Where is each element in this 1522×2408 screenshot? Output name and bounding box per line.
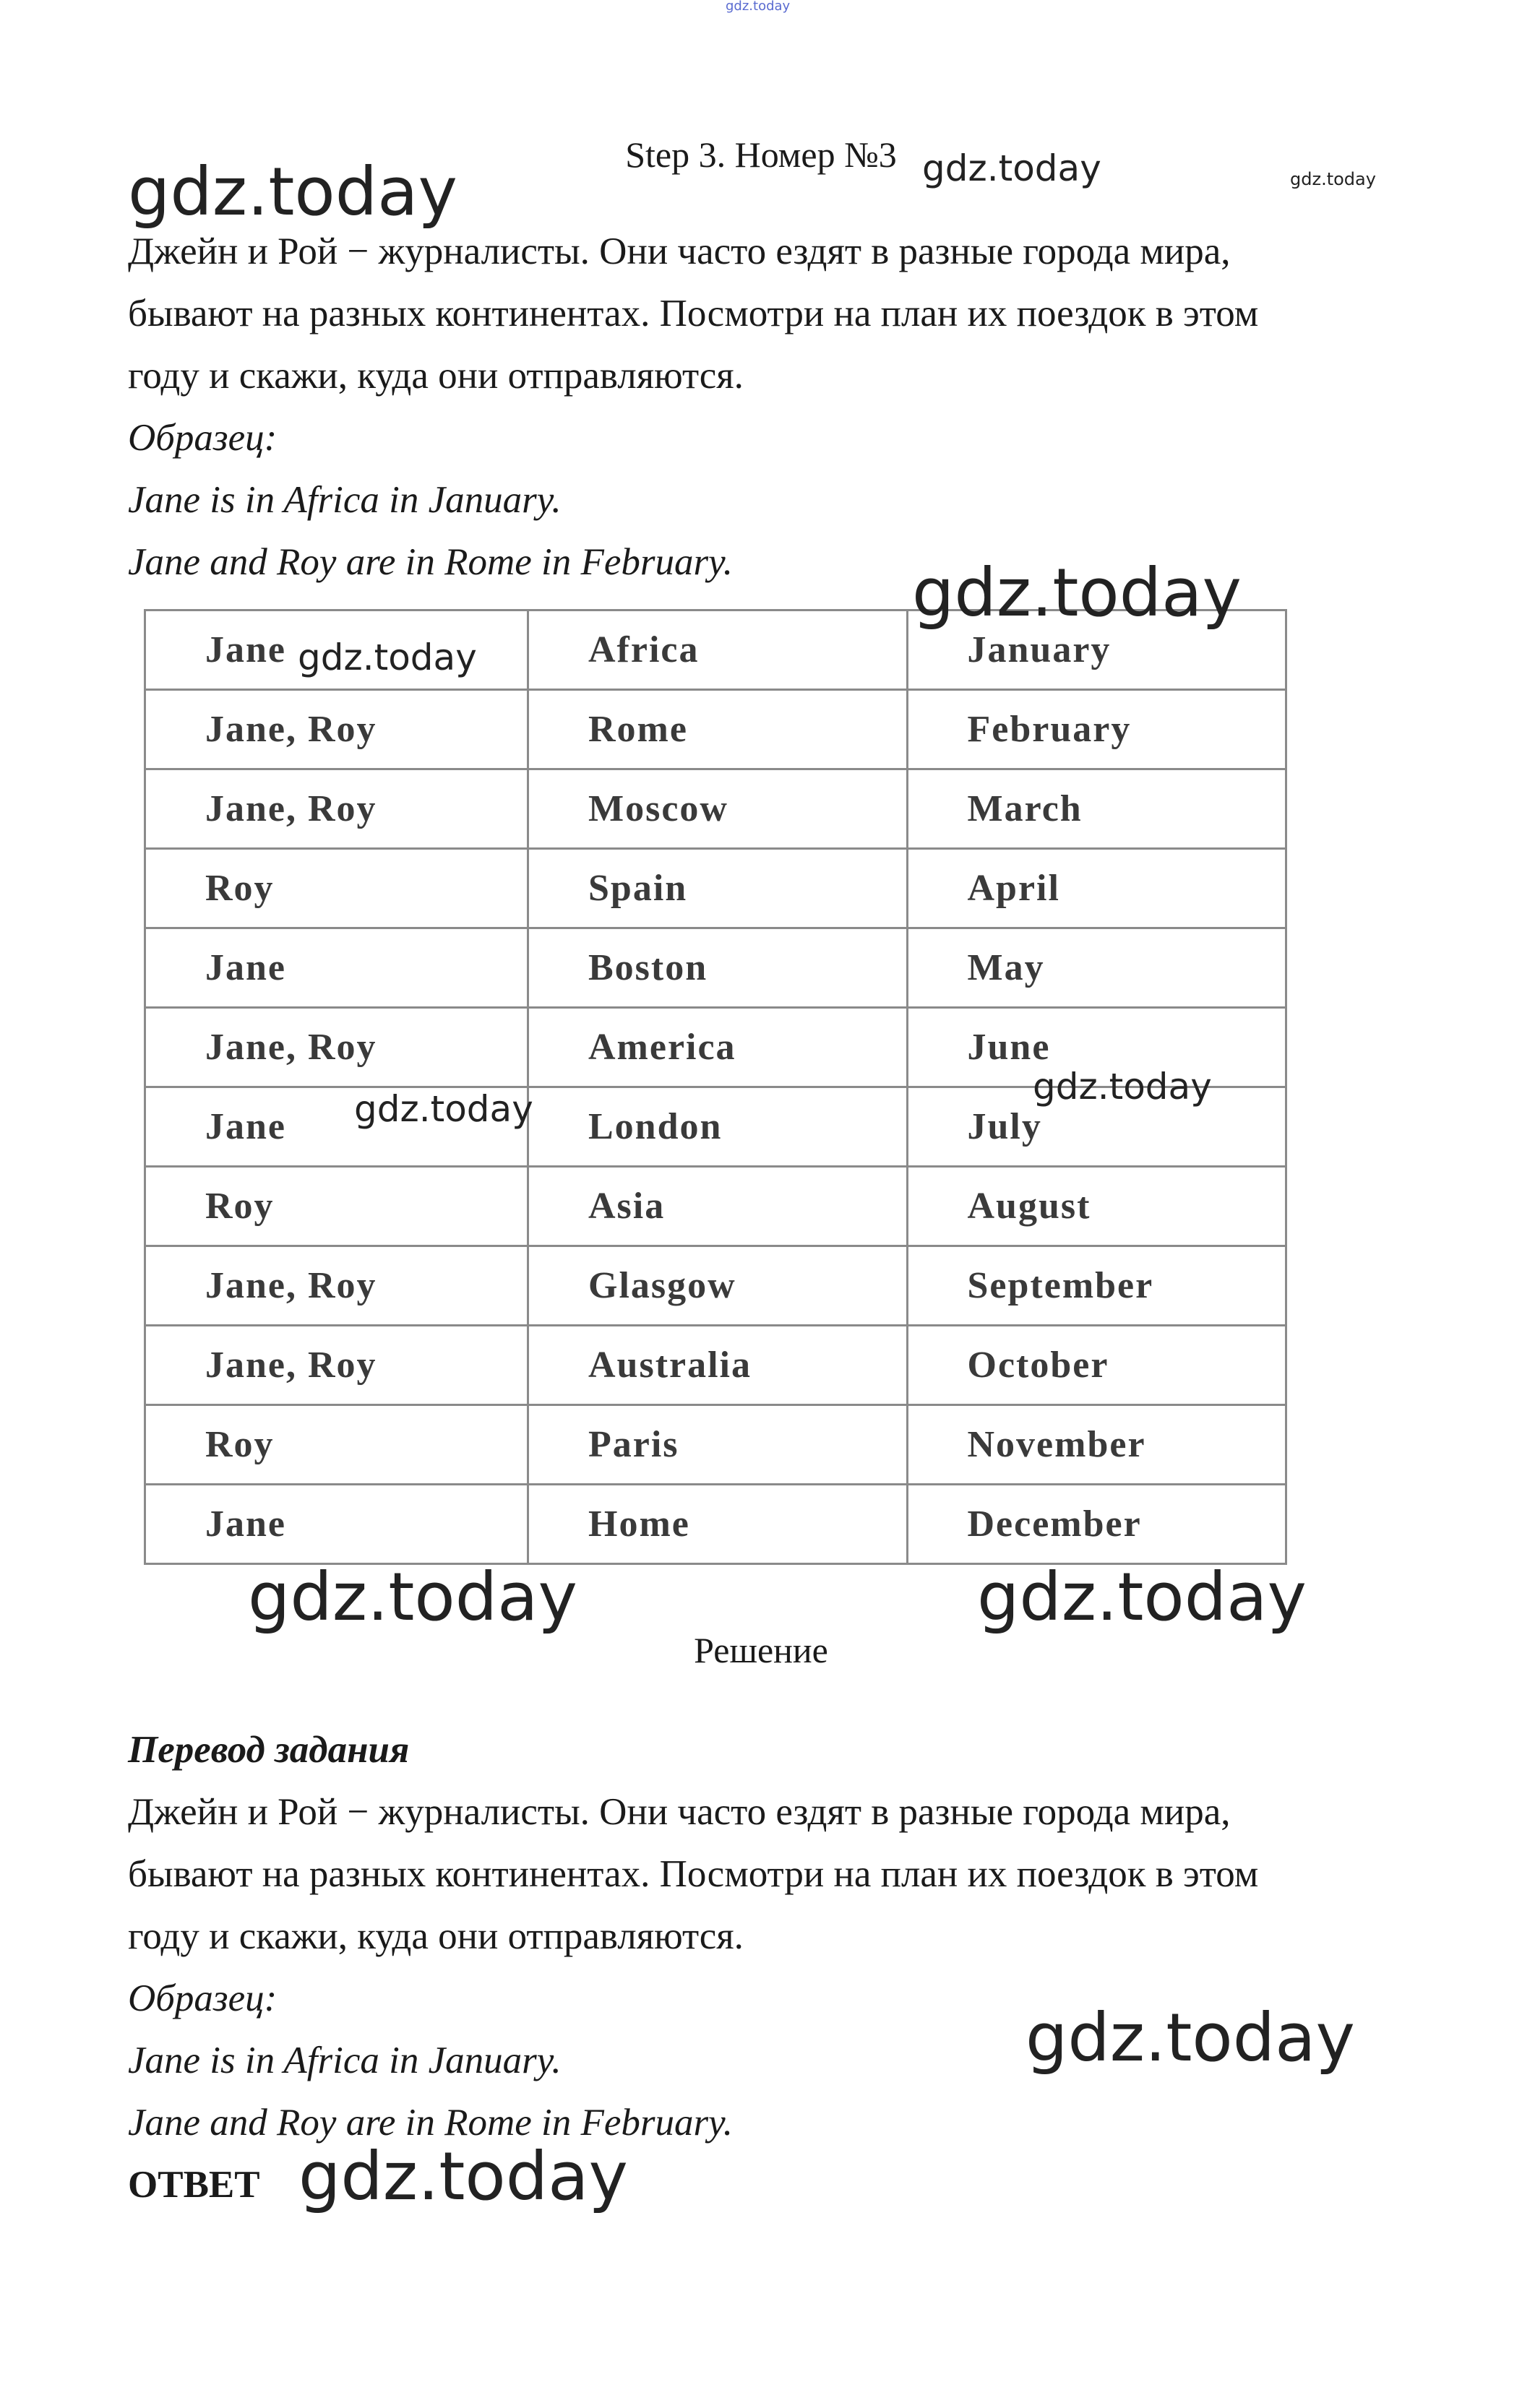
person-cell: Jane bbox=[145, 928, 528, 1008]
person-cell: Jane, Roy bbox=[145, 1008, 528, 1087]
table-row bbox=[145, 1485, 1286, 1564]
sample-line: Jane is in Africa in January. bbox=[128, 479, 562, 521]
watermark: gdz.today bbox=[726, 0, 791, 14]
watermark: gdz.today bbox=[298, 2138, 628, 2215]
person-cell: Roy bbox=[145, 1167, 528, 1246]
watermark: gdz.today bbox=[1290, 169, 1376, 189]
person-cell: Jane, Roy bbox=[145, 1326, 528, 1405]
destination-cell: Boston bbox=[528, 928, 908, 1008]
month-cell: June bbox=[907, 1008, 1286, 1087]
watermark: gdz.today bbox=[128, 153, 457, 230]
month-cell: April bbox=[907, 849, 1286, 928]
person-cell: Jane, Roy bbox=[145, 769, 528, 849]
destination-cell: Moscow bbox=[528, 769, 908, 849]
person-cell: Jane bbox=[145, 610, 528, 690]
instruction-line: Джейн и Рой − журналисты. Они часто ездят в разные города мира, bbox=[128, 230, 1231, 272]
watermark: gdz.today bbox=[248, 1558, 577, 1636]
person-cell: Jane bbox=[145, 1485, 528, 1564]
person-cell: Jane, Roy bbox=[145, 1246, 528, 1326]
answer-heading: ОТВЕТ bbox=[128, 2164, 260, 2206]
month-cell: July bbox=[907, 1087, 1286, 1167]
task-instruction bbox=[128, 220, 1258, 593]
person-cell: Roy bbox=[145, 849, 528, 928]
person-cell: Jane, Roy bbox=[145, 690, 528, 769]
sample-line: Jane is in Africa in January. bbox=[128, 2040, 562, 2081]
person-cell: Jane bbox=[145, 1087, 528, 1167]
translation-heading: Перевод задания bbox=[128, 1729, 410, 1771]
sample-line: Jane and Roy are in Rome in February. bbox=[128, 541, 734, 583]
watermark: gdz.today bbox=[354, 1088, 533, 1130]
month-cell: February bbox=[907, 690, 1286, 769]
page-title: Step 3. Номер №3 bbox=[625, 134, 897, 175]
watermark: gdz.today bbox=[912, 554, 1242, 631]
person-cell: Roy bbox=[145, 1405, 528, 1485]
destination-cell: Africa bbox=[528, 610, 908, 690]
solution-heading: Решение bbox=[694, 1630, 828, 1670]
table-row bbox=[145, 928, 1286, 1008]
translation-section bbox=[128, 1719, 1258, 2216]
instruction-line: бывают на разных континентах. Посмотри на план их поездок в этом bbox=[128, 293, 1259, 335]
month-cell: October bbox=[907, 1326, 1286, 1405]
watermark: gdz.today bbox=[977, 1558, 1307, 1636]
month-cell: March bbox=[907, 769, 1286, 849]
destination-cell: Home bbox=[528, 1485, 908, 1564]
instruction-line: году и скажи, куда они отправляются. bbox=[128, 1915, 744, 1957]
instruction-line: Джейн и Рой − журналисты. Они часто ездят в разные города мира, bbox=[128, 1791, 1231, 1833]
destination-cell: Rome bbox=[528, 690, 908, 769]
destination-cell: America bbox=[528, 1008, 908, 1087]
destination-cell: Spain bbox=[528, 849, 908, 928]
month-cell: May bbox=[907, 928, 1286, 1008]
table-row bbox=[145, 690, 1286, 769]
sample-label: Образец: bbox=[128, 1977, 278, 2019]
watermark: gdz.today bbox=[298, 636, 477, 678]
month-cell: September bbox=[907, 1246, 1286, 1326]
destination-cell: London bbox=[528, 1087, 908, 1167]
table-row bbox=[145, 849, 1286, 928]
table-row bbox=[145, 1167, 1286, 1246]
table-row bbox=[145, 1405, 1286, 1485]
table-row bbox=[145, 1326, 1286, 1405]
watermark: gdz.today bbox=[1033, 1066, 1212, 1108]
sample-line: Jane and Roy are in Rome in February. bbox=[128, 2102, 734, 2144]
destination-cell: Glasgow bbox=[528, 1246, 908, 1326]
table-row bbox=[145, 769, 1286, 849]
watermark: gdz.today bbox=[1026, 1999, 1355, 2076]
destination-cell: Paris bbox=[528, 1405, 908, 1485]
sample-label: Образец: bbox=[128, 417, 278, 459]
destination-cell: Australia bbox=[528, 1326, 908, 1405]
watermark: gdz.today bbox=[922, 147, 1101, 189]
month-cell: November bbox=[907, 1405, 1286, 1485]
instruction-line: бывают на разных континентах. Посмотри на план их поездок в этом bbox=[128, 1853, 1259, 1895]
month-cell: January bbox=[907, 610, 1286, 690]
destination-cell: Asia bbox=[528, 1167, 908, 1246]
month-cell: August bbox=[907, 1167, 1286, 1246]
table-row bbox=[145, 1246, 1286, 1326]
month-cell: December bbox=[907, 1485, 1286, 1564]
instruction-line: году и скажи, куда они отправляются. bbox=[128, 355, 744, 397]
